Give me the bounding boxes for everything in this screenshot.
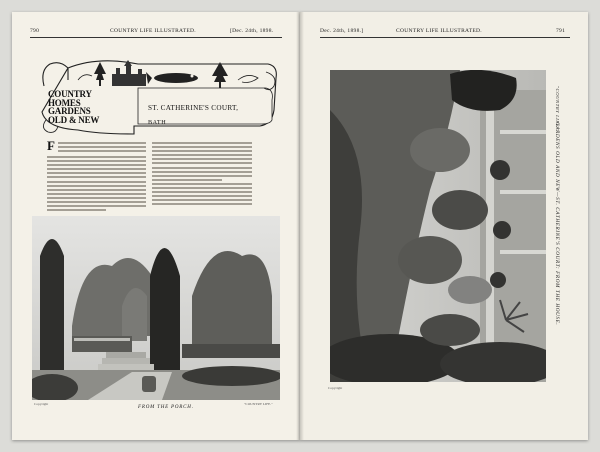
left-photo-credit-right: "COUNTRY LIFE." [244, 402, 273, 406]
right-date: Dec. 24th, 1898.] [320, 28, 364, 34]
series-title-line-1: COUNTRY [48, 89, 92, 99]
photo-from-the-house [330, 70, 546, 382]
photo-from-the-porch [32, 216, 280, 400]
drop-cap: F [47, 138, 55, 153]
article-banner [38, 50, 280, 136]
left-header-rule [30, 37, 282, 38]
right-page [300, 12, 588, 440]
right-header-rule [320, 37, 570, 38]
left-page [12, 12, 300, 440]
text-column-2 [152, 142, 252, 224]
article-title: ST. CATHERINE'S COURT, [148, 104, 239, 112]
right-running-title: COUNTRY LIFE ILLUSTRATED. [396, 28, 482, 34]
right-page-number: 791 [556, 28, 566, 34]
left-photo-caption: FROM THE PORCH. [138, 405, 194, 410]
article-place: BATH [148, 119, 167, 126]
left-page-number: 790 [30, 28, 40, 34]
right-photo-credit-vertical: "COUNTRY LIFE." [555, 86, 560, 132]
left-running-title: COUNTRY LIFE ILLUSTRATED. [110, 28, 196, 34]
left-date: [Dec. 24th, 1898. [230, 28, 274, 34]
book-gutter [296, 12, 304, 440]
series-title-line-3: GARDENS [48, 106, 91, 117]
series-title-line-4: OLD & NEW [48, 114, 100, 125]
series-title [48, 90, 99, 124]
left-photo-credit: Copyright [34, 402, 49, 406]
magazine-spread [12, 12, 588, 440]
series-title-line-2: HOMES [48, 97, 81, 108]
right-photo-caption: GARDENS OLD AND NEW—ST. CATHERINE'S COURT: FROM THE HOUSE. [554, 122, 560, 326]
garden-house-illustration [330, 70, 546, 382]
garden-porch-illustration [32, 216, 280, 400]
right-photo-credit: Copyright [328, 386, 343, 390]
